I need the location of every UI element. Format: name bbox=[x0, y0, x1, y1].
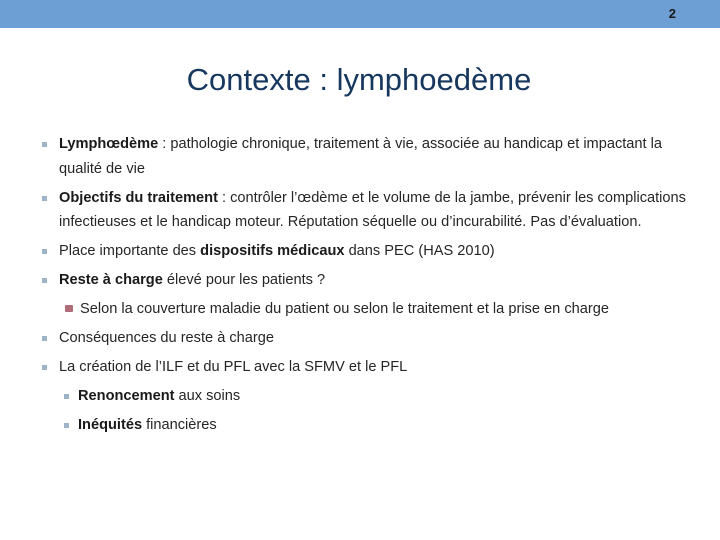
bullet-bold: Renoncement bbox=[78, 388, 175, 404]
square-bullet-icon bbox=[64, 423, 69, 428]
bullet-pre-text: Place importante des bbox=[59, 243, 201, 259]
bullet-text: dans PEC (HAS 2010) bbox=[344, 243, 495, 259]
square-bullet-icon bbox=[42, 196, 47, 201]
square-bullet-icon bbox=[42, 278, 47, 283]
square-bullet-icon bbox=[42, 142, 47, 147]
bullet-list bbox=[40, 132, 708, 442]
bullet-bold: dispositifs médicaux bbox=[200, 243, 345, 259]
bullet-text: financières bbox=[142, 417, 217, 433]
bullet-item-creation-ilf bbox=[40, 355, 708, 380]
bullet-text: élevé pour les patients ? bbox=[162, 272, 326, 288]
slide-number: 2 bbox=[668, 6, 676, 21]
bullet-text: aux soins bbox=[174, 388, 241, 404]
bullet-item-consequences bbox=[40, 326, 708, 351]
bullet-text: : contrôler l’œdème et le volume de la jambe, prévenir les complications infectieuses et le handicap moteur. Réputation séquelle ou d’incurabilité. Pas d’évaluation. bbox=[59, 189, 686, 230]
bullet-text: La création de l’ILF et du PFL avec la SFMV et le PFL bbox=[59, 359, 408, 375]
bullet-text: Conséquences du reste à charge bbox=[59, 330, 274, 346]
bullet-item-objectifs bbox=[40, 186, 708, 235]
bullet-bold: Lymphœdème bbox=[59, 136, 159, 152]
bullet-item-dispositifs bbox=[40, 239, 708, 264]
sub-bullet-item-couverture bbox=[40, 297, 708, 322]
bullet-text: : pathologie chronique, traitement à vie, associée au handicap et impactant la qualité de vie bbox=[59, 136, 663, 177]
top-bar bbox=[0, 0, 720, 28]
bullet-item-reste-a-charge bbox=[40, 268, 708, 293]
slide-title-text: Contexte : lymphoedème bbox=[186, 62, 532, 97]
sub-bullet-item-renoncement bbox=[40, 384, 708, 409]
sub-bullet-icon bbox=[65, 305, 73, 312]
bullet-bold: Reste à charge bbox=[59, 272, 163, 288]
bullet-item-lymphoedeme bbox=[40, 132, 708, 181]
square-bullet-icon bbox=[42, 365, 47, 370]
square-bullet-icon bbox=[64, 394, 69, 399]
sub-bullet-text: Selon la couverture maladie du patient ou selon le traitement et la prise en charge bbox=[80, 301, 609, 317]
bullet-bold: Inéquités bbox=[78, 417, 143, 433]
slide-title bbox=[0, 62, 720, 98]
bullet-bold: Objectifs du traitement bbox=[59, 189, 218, 206]
square-bullet-icon bbox=[42, 249, 47, 254]
sub-bullet-item-inequites bbox=[40, 413, 708, 438]
square-bullet-icon bbox=[42, 336, 47, 341]
